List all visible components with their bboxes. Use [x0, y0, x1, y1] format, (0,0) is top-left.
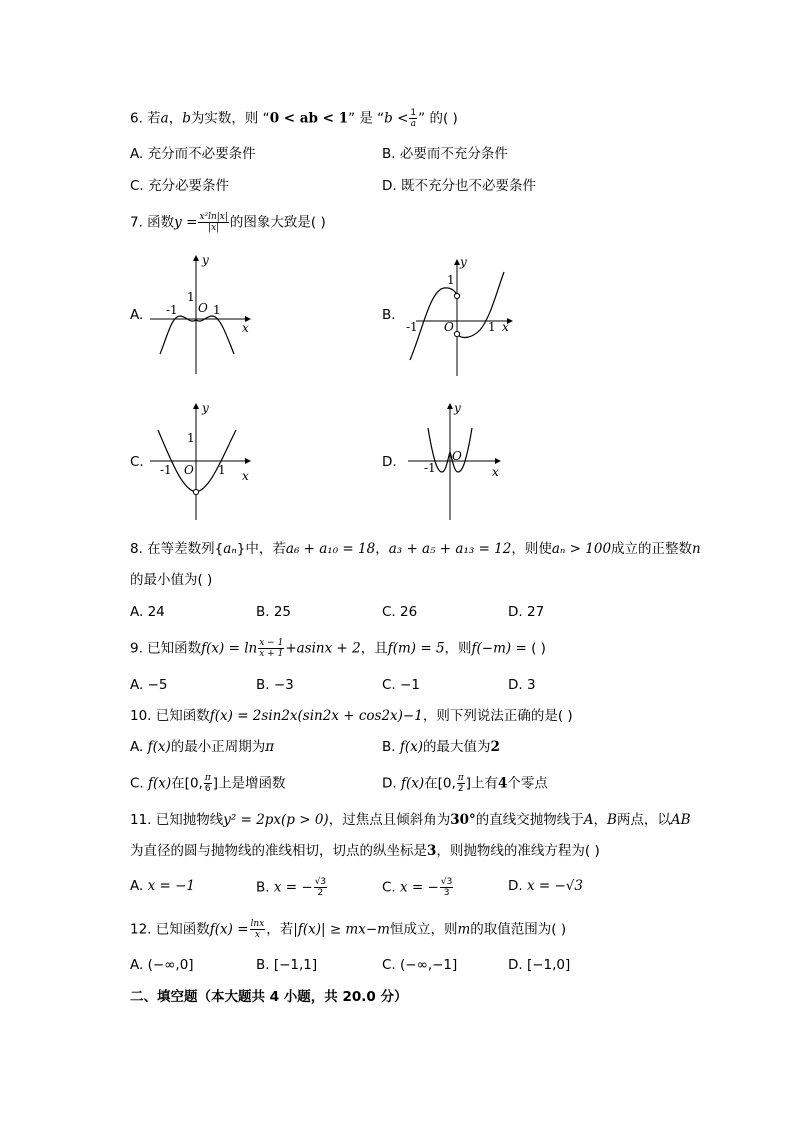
q7-label-c: C. — [130, 454, 144, 470]
q9-option-b: B. −3 — [256, 677, 294, 693]
q10-option-d: D. f(x)在[0, $\frac{\pi}{2}$ ]上有4个零点 — [382, 773, 548, 794]
svg-text:x: x — [242, 321, 249, 335]
q11-stem: 11. 已知抛物线y² = 2px(p > 0)，过焦点且倾斜角为30°的直线交抛物线于A，B两点，以AB — [130, 812, 691, 828]
q11-stem-line2: 为直径的圆与抛物线的准线相切，切点的纵坐标是3，则抛物线的准线方程为( ) — [130, 843, 600, 859]
svg-text:x: x — [502, 320, 509, 334]
svg-text:y: y — [460, 255, 467, 269]
q11-option-d: D. x = −√3 — [508, 878, 583, 894]
q11-b-fraction: $\frac{√3}{2}$ — [314, 877, 327, 898]
curve — [160, 316, 234, 354]
svg-text:y: y — [454, 401, 461, 415]
q6-fraction: $\frac{1}{a}$ — [410, 108, 417, 129]
q7-graph-b — [400, 254, 518, 378]
svg-text:1: 1 — [218, 463, 226, 477]
q12-option-b: B. [−1,1] — [256, 957, 318, 973]
q12-stem: 12. 已知函数f(x) = $\frac{\ln x}{x}$ ，若|f(x)| ≥ mx−m恒成立，则m的取值范围为( ) — [130, 919, 567, 940]
q10-option-b: B. f(x)的最大值为2 — [382, 739, 500, 755]
q10-option-c: C. f(x)在[0, $\frac{\pi}{6}$ ]上是增函数 — [130, 773, 286, 794]
q10-c-fraction: $\frac{\pi}{6}$ — [204, 773, 211, 794]
svg-text:-1: -1 — [160, 463, 172, 477]
q7-label-d: D. — [382, 454, 397, 470]
open-point — [193, 489, 198, 494]
q6-option-a: A. 充分而不必要条件 — [130, 146, 256, 162]
q7-fraction: $\frac{\text{x²ln|x|}}{|x|}$ — [199, 212, 228, 233]
q8-option-b: B. 25 — [256, 604, 292, 620]
q8-stem: 8. 在等差数列{aₙ}中，若a₆ + a₁₀ = 18，a₃ + a₅ + a₁₃ = 12，则使aₙ > 100成立的正整数n — [130, 541, 701, 557]
q10-stem: 10. 已知函数f(x) = 2sin2x(sin2x + cos2x)−1，则下列说法正确的是( ) — [130, 708, 573, 724]
q11-c-fraction: $\frac{√3}{3}$ — [440, 877, 453, 898]
q8-stem-line2: 的最小值为( ) — [130, 572, 213, 588]
q9-fraction: $\frac{x - 1}{x + 1}$ — [259, 638, 284, 659]
svg-text:-1: -1 — [424, 461, 436, 475]
svg-text:1: 1 — [488, 320, 496, 334]
svg-text:O: O — [452, 449, 462, 463]
svg-text:x: x — [492, 465, 499, 479]
q6-option-b: B. 必要而不充分条件 — [382, 146, 508, 162]
q11-option-a: A. x = −1 — [130, 878, 196, 894]
q12-fraction: $\frac{\ln x}{x}$ — [250, 919, 265, 940]
svg-text:y: y — [202, 401, 209, 415]
section-heading-fill-in: 二、填空题（本大题共 4 小题，共 20.0 分） — [130, 989, 408, 1005]
q10-option-a: A. f(x)的最小正周期为π — [130, 739, 275, 755]
q7-graph-d — [400, 398, 510, 522]
q7-graph-c — [150, 398, 260, 522]
svg-text:y: y — [202, 253, 209, 267]
svg-text:1: 1 — [447, 273, 455, 287]
q8-option-a: A. 24 — [130, 604, 165, 620]
curve-right — [457, 272, 504, 337]
svg-text:x: x — [242, 469, 249, 483]
svg-text:1: 1 — [213, 303, 221, 317]
q12-option-c: C. (−∞,−1] — [382, 957, 458, 973]
q12-option-a: A. (−∞,0] — [130, 957, 194, 973]
q7-label-a: A. — [130, 307, 144, 323]
q11-option-b: B. x = − $\frac{√3}{2}$ — [256, 877, 327, 898]
q6-option-c: C. 充分必要条件 — [130, 178, 230, 194]
q9-option-c: C. −1 — [382, 677, 420, 693]
svg-text:O: O — [198, 301, 208, 315]
svg-text:O: O — [444, 320, 454, 334]
q6-option-d: D. 既不充分也不必要条件 — [382, 178, 536, 194]
q9-option-a: A. −5 — [130, 677, 168, 693]
open-point-bottom — [454, 331, 459, 336]
svg-text:1: 1 — [187, 431, 195, 445]
q11-option-c: C. x = − $\frac{√3}{3}$ — [382, 877, 453, 898]
q12-option-d: D. [−1,0] — [508, 957, 571, 973]
svg-text:-1: -1 — [406, 320, 418, 334]
open-point-top — [454, 293, 459, 298]
q8-option-d: D. 27 — [508, 604, 545, 620]
svg-text:1: 1 — [187, 290, 195, 304]
q9-stem: 9. 已知函数f(x) = ln $\frac{x - 1}{x + 1}$ +asinx + 2，且f(m) = 5，则f(−m) = ( ) — [130, 638, 546, 659]
svg-text:O: O — [184, 463, 194, 477]
q6-stem: 6. 若a，b为实数，则 “0 < ab < 1” 是 “b < $\frac{1}{a}$ ” 的( ) — [130, 108, 458, 129]
q8-option-c: C. 26 — [382, 604, 418, 620]
q10-d-fraction: $\frac{\pi}{2}$ — [457, 773, 464, 794]
q9-option-d: D. 3 — [508, 677, 536, 693]
q7-graph-a — [150, 250, 260, 376]
q7-stem: 7. 函数y = $\frac{\text{x²ln|x|}}{|x|}$ 的图象大致是( ) — [130, 212, 326, 233]
q7-label-b: B. — [382, 307, 396, 323]
svg-text:-1: -1 — [166, 303, 178, 317]
